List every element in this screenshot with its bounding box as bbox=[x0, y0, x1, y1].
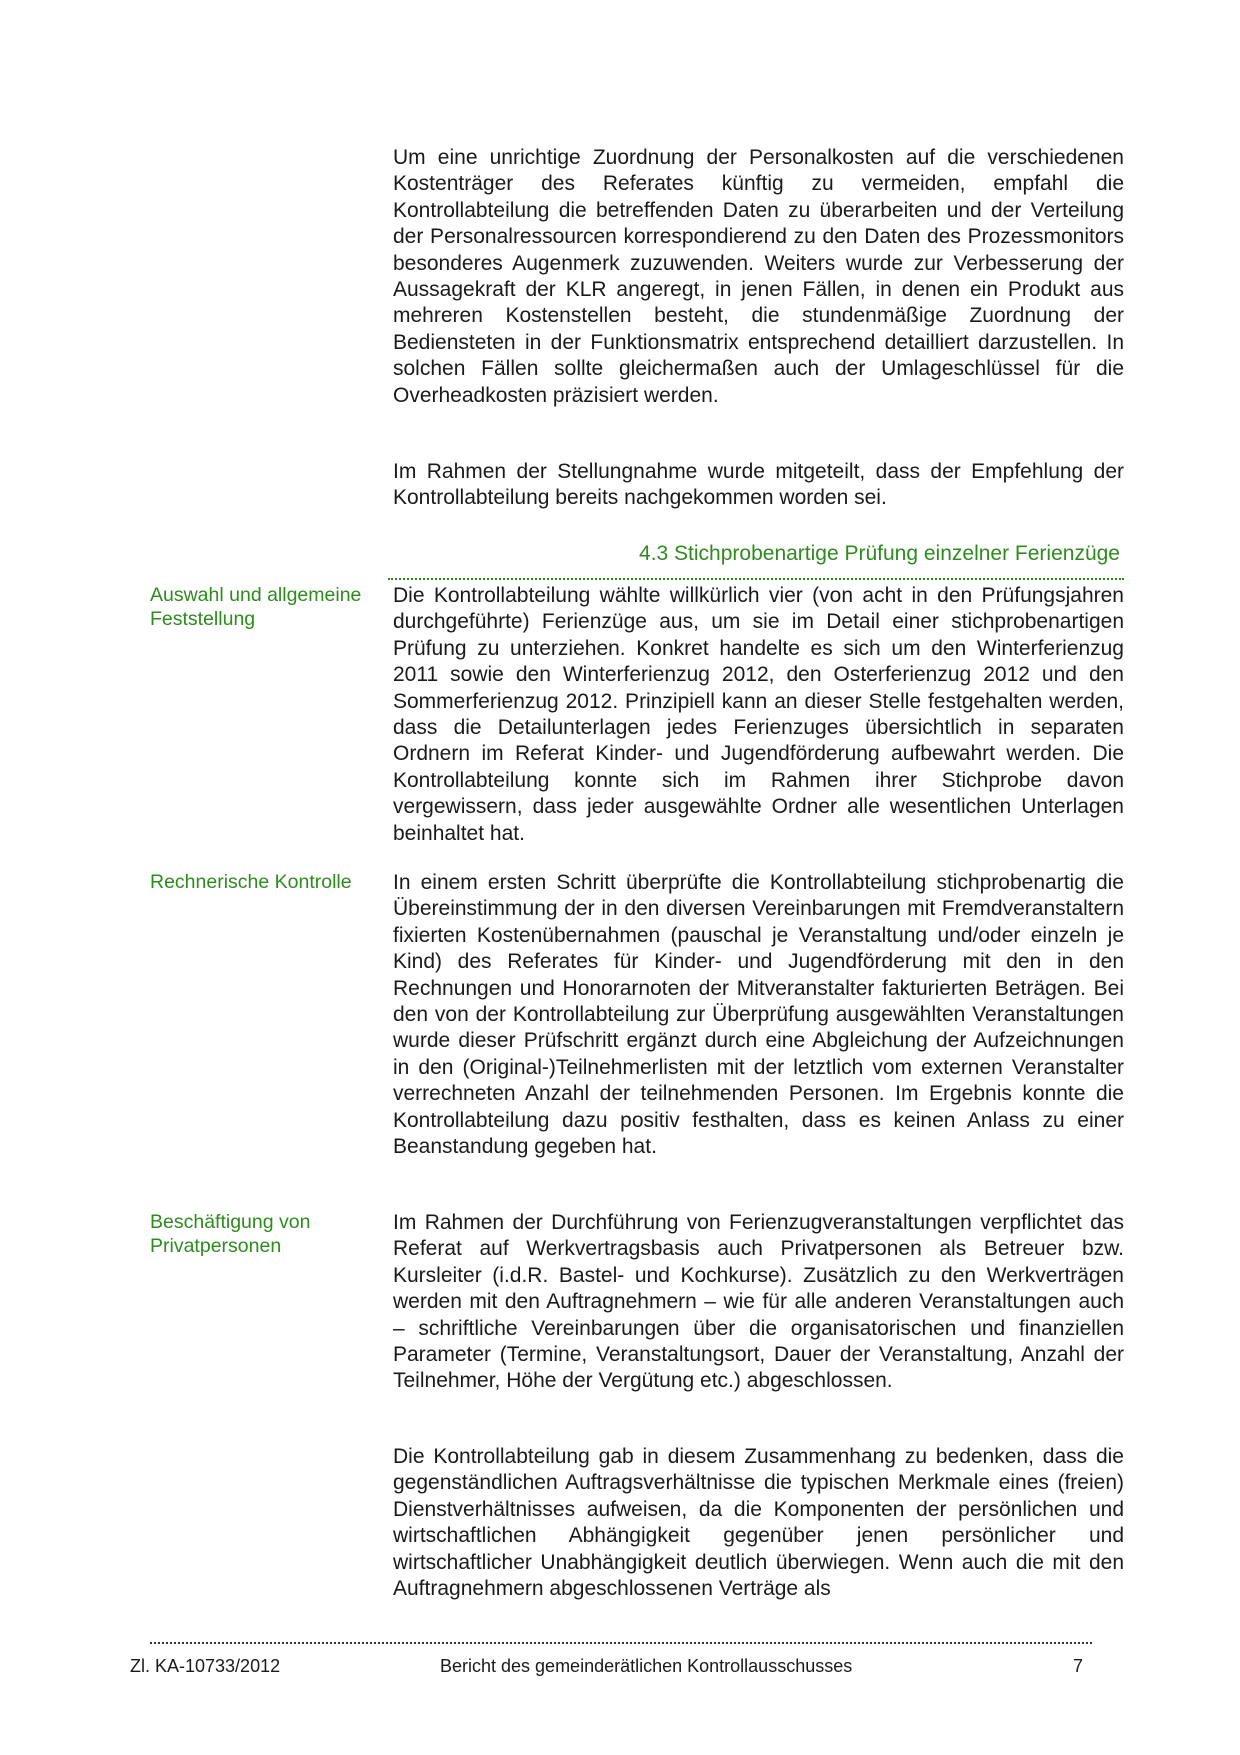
paragraph-auswahl bbox=[393, 583, 1124, 847]
body-text: Die Kontrollabteilung wählte willkürlich vier (von acht in den Prüfungsjahren durchgeführte) Ferienzüge aus, um sie im Detail einer stichprobenartigen Prüfung zu unterziehen. Konkret handelte es sich um den Winterferienzug 2011 sowie den Winterferienzug 2012, den Osterferienzug 2012 und den Sommerferienzug 2012. Prinzipiell kann an dieser Stelle festgehalten werden, dass die Detailunterlagen jedes Ferienzuges übersichtlich in separaten Ordnern im Referat Kinder- und Jugendförderung aufbewahrt werden. Die Kontrollabteilung konnte sich im Rahmen ihrer Stichprobe davon vergewissern, dass jeder ausgewählte Ordner alle wesentlichen Unterlagen beinhaltet hat. bbox=[393, 584, 1124, 845]
footer-title: Bericht des gemeinderätlichen Kontrollausschusses bbox=[440, 1656, 853, 1676]
section-heading-text: 4.3 Stichprobenartige Prüfung einzelner Ferienzüge bbox=[639, 542, 1120, 565]
body-text: Im Rahmen der Stellungnahme wurde mitgeteilt, dass der Empfehlung der Kontrollabteilung bereits nachgekommen worden sei. bbox=[393, 460, 1124, 510]
footer-reference: Zl. KA-10733/2012 bbox=[130, 1656, 281, 1676]
margin-note-beschaeftigung: Beschäftigung von Privatpersonen bbox=[150, 1211, 311, 1257]
body-text: Im Rahmen der Durchführung von Ferienzugveranstaltungen verpflichtet das Referat auf Werkvertragsbasis auch Privatpersonen als Betreuer bzw. Kursleiter (i.d.R. Bastel- und Kochkurse). Zusätzlich zu den Werkverträgen werden mit den Auftragnehmern – wie für alle anderen Veranstaltungen auch – schriftliche Vereinbarungen über die organisatorischen und finanziellen Parameter (Termine, Veranstaltungsort, Dauer der Veranstaltung, Anzahl der Teilnehmer, Höhe der Vergütung etc.) abgeschlossen. bbox=[393, 1211, 1124, 1393]
paragraph-stellungnahme bbox=[393, 459, 1124, 512]
section-heading bbox=[388, 540, 1124, 580]
paragraph-rechnerische-kontrolle bbox=[393, 870, 1124, 1160]
body-text: Die Kontrollabteilung gab in diesem Zusammenhang zu bedenken, dass die gegenständlichen Auftragsverhältnisse die typischen Merkmale eines (freien) Dienstverhältnisses aufweisen, da die Komponenten der persönlichen und wirtschaftlichen Abhängigkeit gegenüber jenen persönlicher und wirtschaftlicher Unabhängigkeit deutlich überwiegen. Wenn auch die mit den Auftragnehmern abgeschlossenen Verträge als bbox=[393, 1445, 1124, 1601]
page-number: 7 bbox=[1073, 1656, 1084, 1676]
body-text: In einem ersten Schritt überprüfte die Kontrollabteilung stichprobenartig die Übereinstimmung der in den diversen Vereinbarungen mit Fremdveranstaltern fixierten Kostenübernahmen (pauschal je Veranstaltung und/oder einzeln je Kind) des Referates für Kinder- und Jugendförderung mit den in den Rechnungen und Honorarnoten der Mitveranstalter fakturierten Beträgen. Bei den von der Kontrollabteilung zur Überprüfung ausgewählten Veranstaltungen wurde dieser Prüfschritt ergänzt durch eine Abgleichung der Aufzeichnungen in den (Original-)Teilnehmerlisten mit der letztlich vom externen Veranstalter verrechneten Anzahl der teilnehmenden Personen. Im Ergebnis konnte die Kontrollabteilung dazu positiv festhalten, dass es keinen Anlass zu einer Beanstandung gegeben hat. bbox=[393, 871, 1124, 1159]
paragraph-beschaeftigung bbox=[393, 1210, 1124, 1395]
margin-note-auswahl: Auswahl und allgemeine Feststellung bbox=[150, 584, 362, 630]
paragraph-dienstverhaeltnis bbox=[393, 1444, 1124, 1602]
margin-note-rechnerische-kontrolle: Rechnerische Kontrolle bbox=[150, 871, 352, 893]
footer-divider bbox=[150, 1642, 1092, 1644]
paragraph-klr-recommendation bbox=[393, 145, 1124, 409]
body-text: Um eine unrichtige Zuordnung der Personalkosten auf die verschiedenen Kostenträger des Referates künftig zu vermeiden, empfahl die Kontrollabteilung die betreffenden Daten zu überarbeiten und der Verteilung der Personalressourcen korrespondierend zu den Daten des Prozessmonitors besonderes Augenmerk zuzuwenden. Weiters wurde zur Verbesserung der Aussagekraft der KLR angeregt, in jenen Fällen, in denen ein Produkt aus mehreren Kostenstellen besteht, die stundenmäßige Zuordnung der Bediensteten in der Funktionsmatrix entsprechend detailliert darzustellen. In solchen Fällen sollte gleichermaßen auch der Umlageschlüssel für die Overheadkosten präzisiert werden. bbox=[393, 146, 1124, 407]
